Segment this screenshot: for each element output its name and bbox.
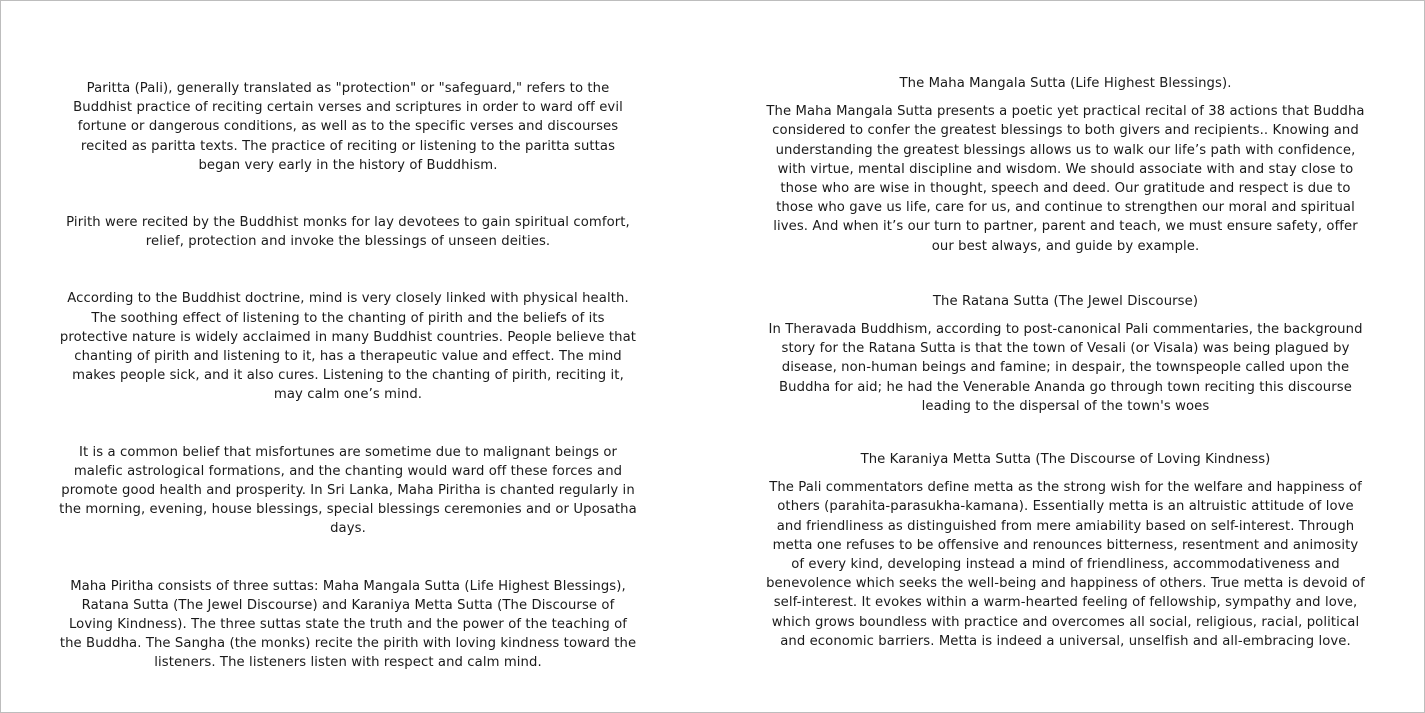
paragraph-misfortune-belief: It is a common belief that misfortunes are sometime due to malignant beings or malefic astrological formations, and the chanting would ward off these forces and promote good health and prosperity. In Sri Lanka, Maha Piritha is chanted regularly in the morning, evening, house blessings, special blessings ceremonies and or Uposatha days. bbox=[59, 444, 637, 537]
right-page bbox=[765, 74, 1366, 651]
paragraph-mind-health: According to the Buddhist doctrine, mind is very closely linked with physical health. The soothing effect of listening to the chanting of pirith and the beliefs of its protective nature is widely acclaimed in many Buddhist countries. People believe that chanting of pirith and listening to it, has a therapeutic value and effect. The mind makes people sick, and it also cures. Listening to the chanting of pirith, reciting it, may calm one’s mind. bbox=[59, 291, 637, 403]
body-karaniya-metta-sutta: The Pali commentators define metta as the strong wish for the welfare and happiness of others (parahita-parasukha-kamana). Essentially metta is an altruistic attitude of love and friendliness as distinguished from mere amiability based on self-interest. Through metta one refuses to be offensive and renounces bitterness, resentment and animosity of every kind, developing instead a mind of friendliness, accommodativeness and benevolence which seeks the well-being and happiness of others. True metta is devoid of self-interest. It evokes within a warm-hearted feeling of fellowship, sympathy and love, which grows boundless with practice and overcomes all social, religious, racial, political and economic barriers. Metta is indeed a universal, unselfish and all-embracing love. bbox=[766, 480, 1365, 649]
heading-maha-mangala-sutta: The Maha Mangala Sutta (Life Highest Blessings). bbox=[899, 76, 1232, 91]
heading-karaniya-metta-sutta: The Karaniya Metta Sutta (The Discourse of Loving Kindness) bbox=[860, 452, 1271, 468]
heading-ratana-sutta: The Ratana Sutta (The Jewel Discourse) bbox=[932, 293, 1199, 309]
left-page bbox=[59, 79, 637, 673]
paragraph-paritta-intro: Paritta (Pali), generally translated as "protection" or "safeguard," refers to the Buddhist practice of reciting certain verses and scriptures in order to ward off evil fortune or dangerous conditions, as well as to the specific verses and discourses recited as paritta texts. The practice of reciting or listening to the paritta suttas began very early in the history of Buddhism. bbox=[73, 81, 623, 173]
paragraph-maha-piritha: Maha Piritha consists of three suttas: Maha Mangala Sutta (Life Highest Blessings), Ratana Sutta (The Jewel Discourse) and Karaniya Metta Sutta (The Discourse of Loving Kindness). The three suttas state the truth and the power of the teaching of the Buddha. The Sangha (the monks) recite the pirith with loving kindness toward the listeners. The listeners listen with respect and calm mind. bbox=[59, 578, 637, 671]
body-ratana-sutta: In Theravada Buddhism, according to post-canonical Pali commentaries, the background story for the Ratana Sutta is that the town of Vesali (or Visala) was being plagued by disease, non-human beings and famine; in despair, the townspeople called upon the Buddha for aid; he had the Venerable Ananda go through town reciting this discourse leading to the dispersal of the town's woes bbox=[768, 322, 1363, 414]
paragraph-pirith-purpose: Pirith were recited by the Buddhist monks for lay devotees to gain spiritual comfort, relief, protection and invoke the blessings of unseen deities. bbox=[66, 215, 630, 250]
body-maha-mangala-sutta: The Maha Mangala Sutta presents a poetic yet practical recital of 38 actions that Buddha considered to confer the greatest blessings to both givers and recipients.. Knowing and understanding the greatest blessings allows us to walk our life’s path with confidence, with virtue, mental discipline and wisdom. We should associate with and stay close to those who are wise in thought, speech and deed. Our gratitude and respect is due to those who gave us life, care for us, and continue to strengthen our moral and spiritual lives. And when it’s our turn to partner, parent and teach, we must ensure safety, offer our best always, and guide by example. bbox=[766, 104, 1365, 254]
